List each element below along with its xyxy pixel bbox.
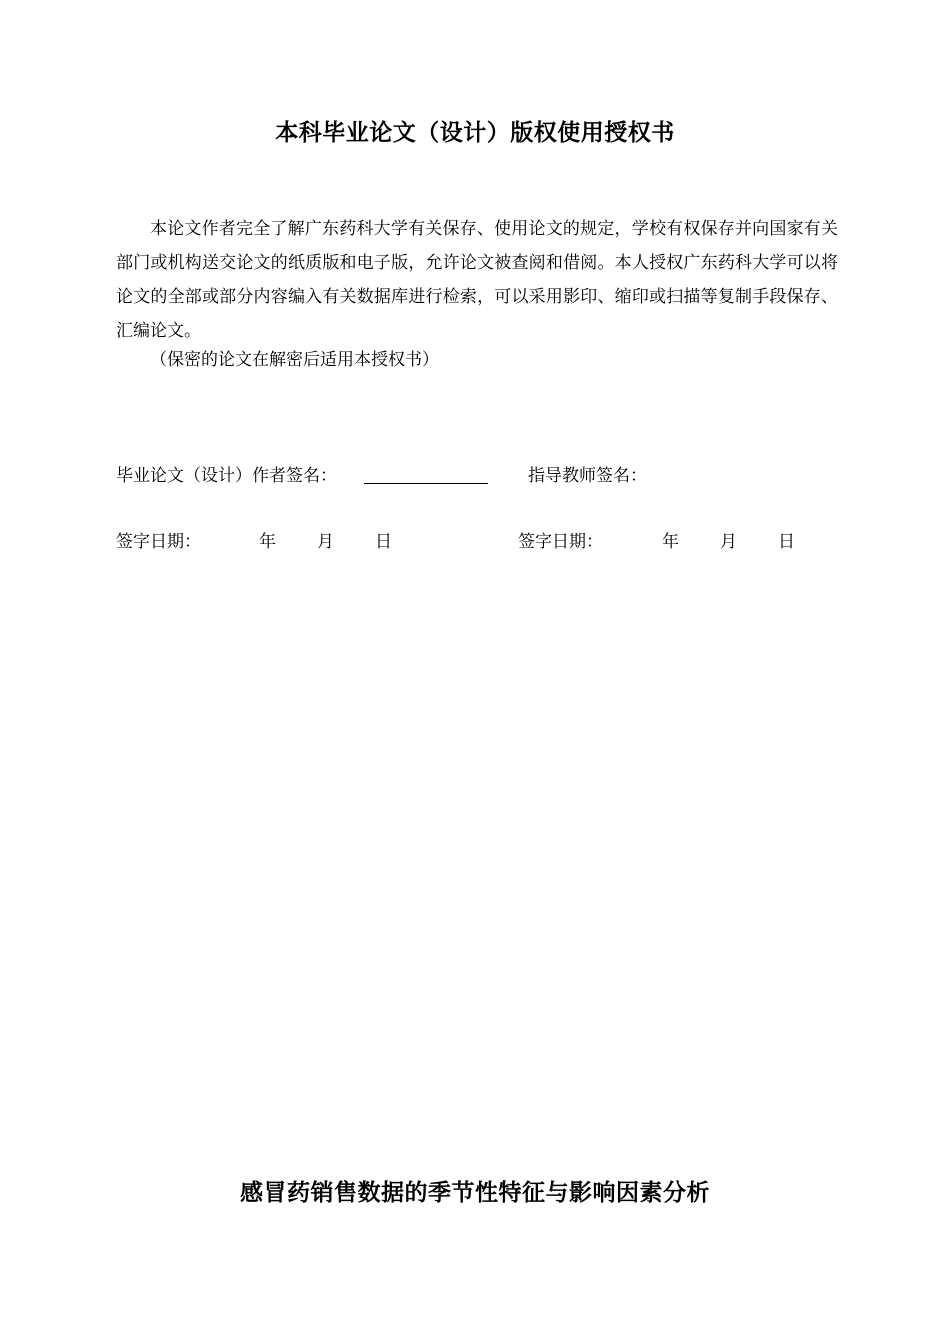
authorization-title: 本科毕业论文（设计）版权使用授权书	[275, 120, 675, 146]
advisor-date-month: 月	[720, 532, 737, 552]
advisor-date-year: 年	[662, 532, 679, 552]
advisor-signature-label: 指导教师签名：	[528, 466, 647, 486]
authorization-paragraph: 本论文作者完全了解广东药科大学有关保存、使用论文的规定，学校有权保存并向国家有关部门或机构送交论文的纸质版和电子版，允许论文被查阅和借阅。本人授权广东药科大学可以将论文的全部或部分内容编入有关数据库进行检索，可以采用影印、缩印或扫描等复制手段保存、汇编论文。	[116, 219, 838, 341]
author-date-month: 月	[317, 532, 334, 552]
author-date-day: 日	[375, 532, 392, 552]
confidential-note: （保密的论文在解密后适用本授权书）	[150, 350, 439, 370]
advisor-date-day: 日	[778, 532, 795, 552]
author-signature-label: 毕业论文（设计）作者签名：	[116, 466, 337, 486]
advisor-date-label: 签字日期：	[518, 532, 603, 552]
author-signature-line	[364, 483, 488, 484]
author-date-label: 签字日期：	[116, 532, 201, 552]
author-date-year: 年	[259, 532, 276, 552]
thesis-title: 感冒药销售数据的季节性特征与影响因素分析	[240, 1180, 710, 1206]
